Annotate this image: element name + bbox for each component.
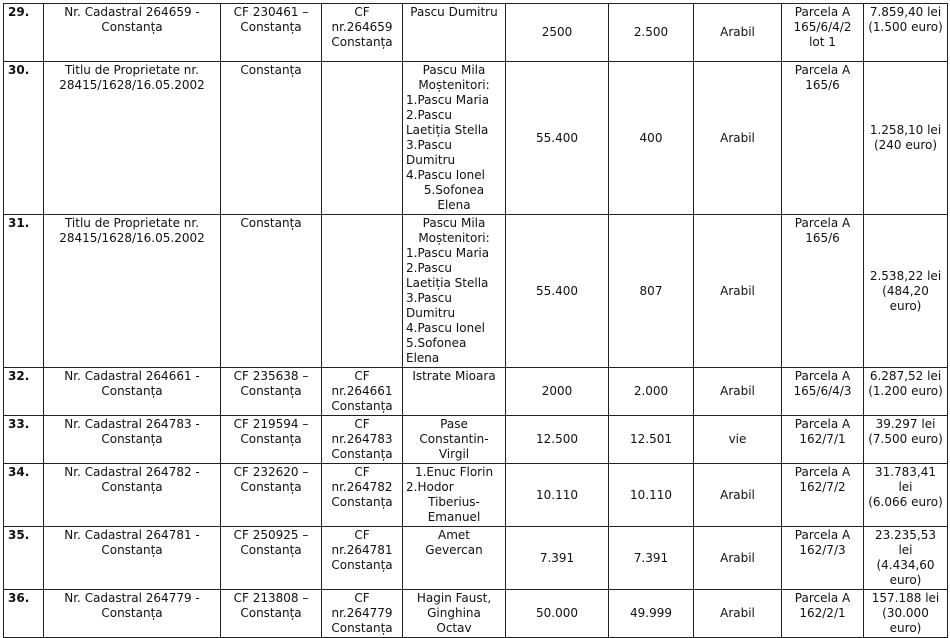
row-number: 30.: [4, 62, 44, 215]
owner-line: Gevercan: [425, 543, 483, 557]
parcel: Parcela A 165/6/4/2 lot 1: [782, 4, 864, 62]
property-act: Nr. Cadastral 264782 - Constanța: [44, 464, 221, 527]
compensation-value: 39.297 lei (7.500 euro): [864, 416, 948, 464]
owner-names: [403, 416, 506, 464]
owner-names: [403, 464, 506, 527]
owner-line: Ginghina: [427, 606, 481, 620]
property-act: Nr. Cadastral 264659 - Constanța: [44, 4, 221, 62]
owner-line: Dumitru: [406, 306, 456, 320]
owner-line: Pascu Mila: [422, 216, 486, 230]
land-category: Arabil: [694, 464, 782, 527]
parcel: Parcela A 162/7/3: [782, 527, 864, 590]
owner-line: Octav: [436, 621, 472, 635]
owner-line: 1.Enuc Florin: [414, 465, 494, 479]
owner-line: 2.Hodor: [406, 480, 454, 494]
land-book-number: CF nr.264783 Constanța: [322, 416, 403, 464]
land-category: Arabil: [694, 590, 782, 638]
parcel: Parcela A 162/7/2: [782, 464, 864, 527]
owner-line: 3.Pascu: [406, 291, 452, 305]
owner-line: 2.Pascu: [406, 108, 452, 122]
owner-line: Hagin Faust,: [416, 591, 492, 605]
land-book: CF 219594 – Constanța: [221, 416, 322, 464]
land-book-number: [322, 62, 403, 215]
owner-line: 5.Sofonea: [406, 336, 467, 350]
land-book: CF 235638 – Constanța: [221, 368, 322, 416]
area-per-act: 55.400: [506, 62, 609, 215]
land-book-number: CF nr.264659 Constanța: [322, 4, 403, 62]
owner-line: Dumitru: [406, 153, 456, 167]
table-row: [4, 527, 948, 590]
property-act: Nr. Cadastral 264781 - Constanța: [44, 527, 221, 590]
row-number: 35.: [4, 527, 44, 590]
expropriated-area: 7.391: [609, 527, 694, 590]
owner-line: Tiberius-: [428, 495, 480, 509]
land-book-number: CF nr.264781 Constanța: [322, 527, 403, 590]
owner-line: Virgil: [438, 447, 470, 461]
row-number: 34.: [4, 464, 44, 527]
owner-names: [403, 62, 506, 215]
expropriation-table: [3, 3, 948, 638]
compensation-value: 31.783,41 lei (6.066 euro): [864, 464, 948, 527]
owner-line: 4.Pascu Ionel: [406, 168, 485, 182]
compensation-value: 1.258,10 lei (240 euro): [864, 62, 948, 215]
land-book: CF 213808 – Constanța: [221, 590, 322, 638]
table-row: [4, 590, 948, 638]
property-act: Titlu de Proprietate nr. 28415/1628/16.05.2002: [44, 215, 221, 368]
owner-names: [403, 590, 506, 638]
land-category: Arabil: [694, 215, 782, 368]
land-book: CF 230461 – Constanța: [221, 4, 322, 62]
property-act: Nr. Cadastral 264661 - Constanța: [44, 368, 221, 416]
compensation-value: 6.287,52 lei (1.200 euro): [864, 368, 948, 416]
owner-line: 2.Pascu: [406, 261, 452, 275]
land-book-number: [322, 215, 403, 368]
owner-line: Pascu Mila: [422, 63, 486, 77]
land-category: Arabil: [694, 527, 782, 590]
property-act: Titlu de Proprietate nr. 28415/1628/16.05.2002: [44, 62, 221, 215]
compensation-value: 7.859,40 lei (1.500 euro): [864, 4, 948, 62]
parcel: Parcela A 165/6: [782, 62, 864, 215]
expropriated-area: 10.110: [609, 464, 694, 527]
area-per-act: 50.000: [506, 590, 609, 638]
expropriated-area: 400: [609, 62, 694, 215]
land-category: Arabil: [694, 62, 782, 215]
compensation-value: 23.235,53 lei (4.434,60 euro): [864, 527, 948, 590]
owner-names: [403, 368, 506, 416]
land-category: Arabil: [694, 4, 782, 62]
area-per-act: 55.400: [506, 215, 609, 368]
row-number: 33.: [4, 416, 44, 464]
parcel: Parcela A 162/7/1: [782, 416, 864, 464]
owner-line: Amet: [438, 528, 470, 542]
owner-line: Constantin-: [419, 432, 489, 446]
expropriated-area: 12.501: [609, 416, 694, 464]
table-row: [4, 368, 948, 416]
property-act: Nr. Cadastral 264783 - Constanța: [44, 416, 221, 464]
owner-names: [403, 4, 506, 62]
land-book-number: CF nr.264782 Constanța: [322, 464, 403, 527]
owner-line: 1.Pascu Maria: [406, 93, 490, 107]
table-row: [4, 416, 948, 464]
area-per-act: 10.110: [506, 464, 609, 527]
owner-line: Pase: [440, 417, 468, 431]
parcel: Parcela A 165/6: [782, 215, 864, 368]
owner-line: 5.Sofonea: [423, 183, 485, 197]
owner-line: 3.Pascu: [406, 138, 452, 152]
area-per-act: 2000: [506, 368, 609, 416]
owner-line: 1.Pascu Maria: [406, 246, 490, 260]
expropriated-area: 2.500: [609, 4, 694, 62]
land-book-number: CF nr.264779 Constanța: [322, 590, 403, 638]
land-category: vie: [694, 416, 782, 464]
table-row: [4, 4, 948, 62]
owner-line: Laetiția Stella: [406, 276, 489, 290]
owner-line: Moștenitori:: [418, 231, 490, 245]
parcel: Parcela A 162/2/1: [782, 590, 864, 638]
property-act: Nr. Cadastral 264779 - Constanța: [44, 590, 221, 638]
table-body: [4, 4, 948, 638]
land-book: Constanța: [221, 215, 322, 368]
owner-line: Moștenitori:: [418, 78, 490, 92]
owner-line: Elena: [437, 198, 471, 212]
table-row: [4, 464, 948, 527]
land-book: Constanța: [221, 62, 322, 215]
parcel: Parcela A 165/6/4/3: [782, 368, 864, 416]
compensation-value: 157.188 lei (30.000 euro): [864, 590, 948, 638]
land-book: CF 232620 – Constanța: [221, 464, 322, 527]
owner-names: [403, 527, 506, 590]
row-number: 32.: [4, 368, 44, 416]
table-row: [4, 62, 948, 215]
area-per-act: 2500: [506, 4, 609, 62]
owner-names: [403, 215, 506, 368]
expropriated-area: 807: [609, 215, 694, 368]
area-per-act: 12.500: [506, 416, 609, 464]
owner-line: Emanuel: [427, 510, 481, 524]
table-row: [4, 215, 948, 368]
owner-line: Elena: [406, 351, 440, 365]
owner-line: Pascu Dumitru: [410, 5, 498, 19]
row-number: 29.: [4, 4, 44, 62]
compensation-value: 2.538,22 lei (484,20 euro): [864, 215, 948, 368]
area-per-act: 7.391: [506, 527, 609, 590]
land-book: CF 250925 – Constanța: [221, 527, 322, 590]
row-number: 31.: [4, 215, 44, 368]
expropriated-area: 2.000: [609, 368, 694, 416]
row-number: 36.: [4, 590, 44, 638]
owner-line: Laetiția Stella: [406, 123, 489, 137]
land-book-number: CF nr.264661 Constanța: [322, 368, 403, 416]
owner-line: 4.Pascu Ionel: [406, 321, 485, 335]
land-category: Arabil: [694, 368, 782, 416]
owner-line: Istrate Mioara: [412, 369, 496, 383]
expropriated-area: 49.999: [609, 590, 694, 638]
